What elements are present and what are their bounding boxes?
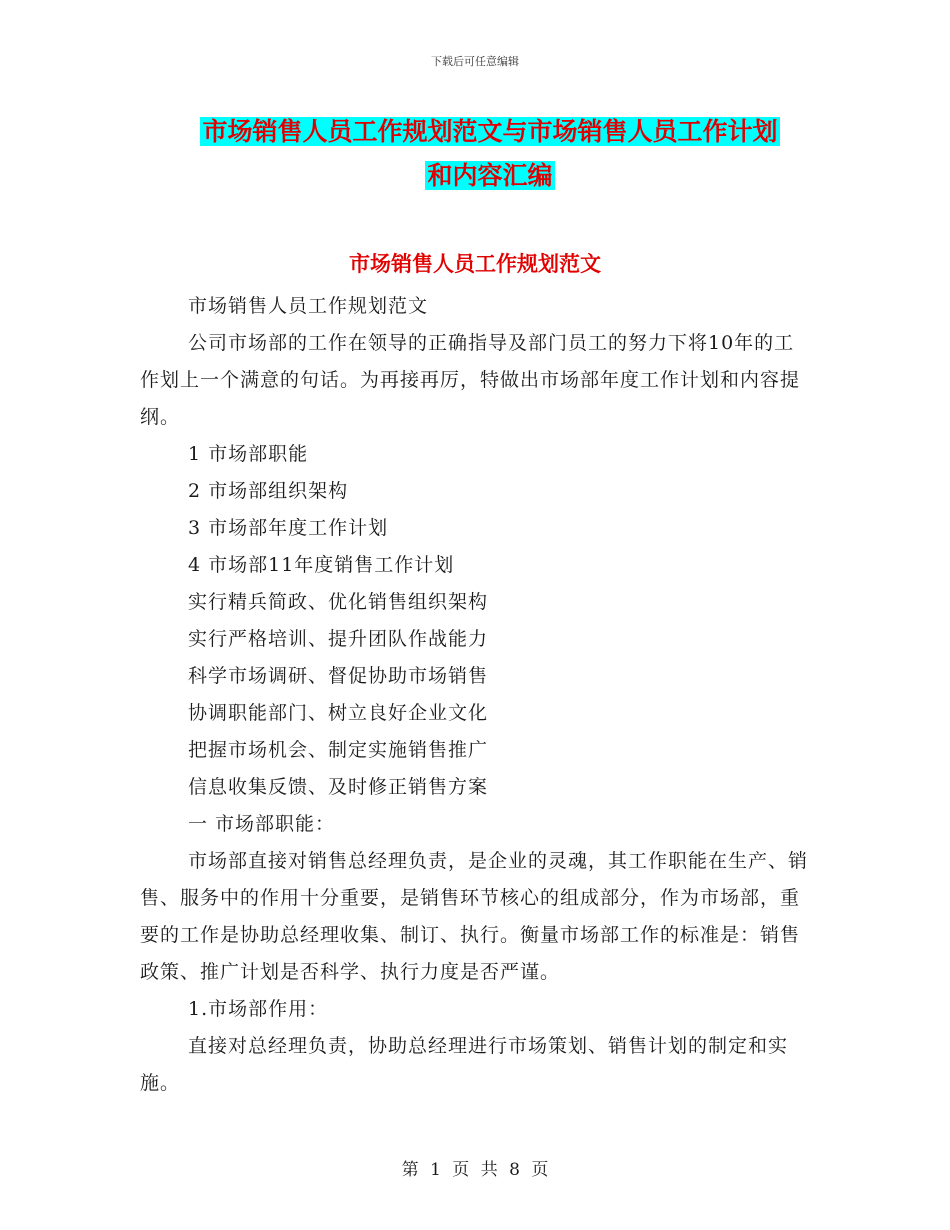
list-item: 实行精兵简政、优化销售组织架构 — [188, 591, 489, 613]
section-title: 市场销售人员工作规划范文 — [349, 252, 601, 276]
header-note: 下载后可任意编辑 — [431, 55, 519, 68]
paragraph: 市场销售人员工作规划范文 — [188, 295, 429, 317]
document-title — [140, 110, 840, 198]
list-item: 3 市场部年度工作计划 — [188, 517, 389, 539]
list-item: 2 市场部组织架构 — [188, 480, 349, 502]
title-line-1: 市场销售人员工作规划范文与市场销售人员工作计划 — [202, 117, 778, 146]
list-item: 信息收集反馈、及时修正销售方案 — [188, 776, 489, 798]
list-item: 协调职能部门、树立良好企业文化 — [188, 702, 489, 724]
subheading: 一 市场部职能： — [188, 813, 336, 835]
list-item: 4 市场部11年度销售工作计划 — [188, 554, 455, 576]
list-item: 科学市场调研、督促协助市场销售 — [188, 665, 489, 687]
paragraph: 公司市场部的工作在领导的正确指导及部门员工的努力下将10年的工作划上一个满意的句话。为再接再厉，特做出市场部年度工作计划和内容提纲。 — [140, 332, 801, 428]
paragraph: 市场部直接对销售总经理负责，是企业的灵魂，其工作职能在生产、销售、服务中的作用十分重要，是销售环节核心的组成部分，作为市场部，重要的工作是协助总经理收集、制订、执行。衡量市场部工作的标准是：销售政策、推广计划是否科学、执行力度是否严谨。 — [140, 850, 809, 983]
list-item: 实行严格培训、提升团队作战能力 — [188, 628, 489, 650]
body-text — [140, 288, 810, 1102]
paragraph: 直接对总经理负责，协助总经理进行市场策划、销售计划的制定和实施。 — [140, 1035, 789, 1094]
subheading: 1.市场部作用： — [188, 998, 329, 1020]
page-number: 第 1 页 共 8 页 — [401, 1160, 549, 1180]
list-item: 把握市场机会、制定实施销售推广 — [188, 739, 489, 761]
list-item: 1 市场部职能 — [188, 443, 309, 465]
title-line-2: 和内容汇编 — [427, 161, 553, 190]
